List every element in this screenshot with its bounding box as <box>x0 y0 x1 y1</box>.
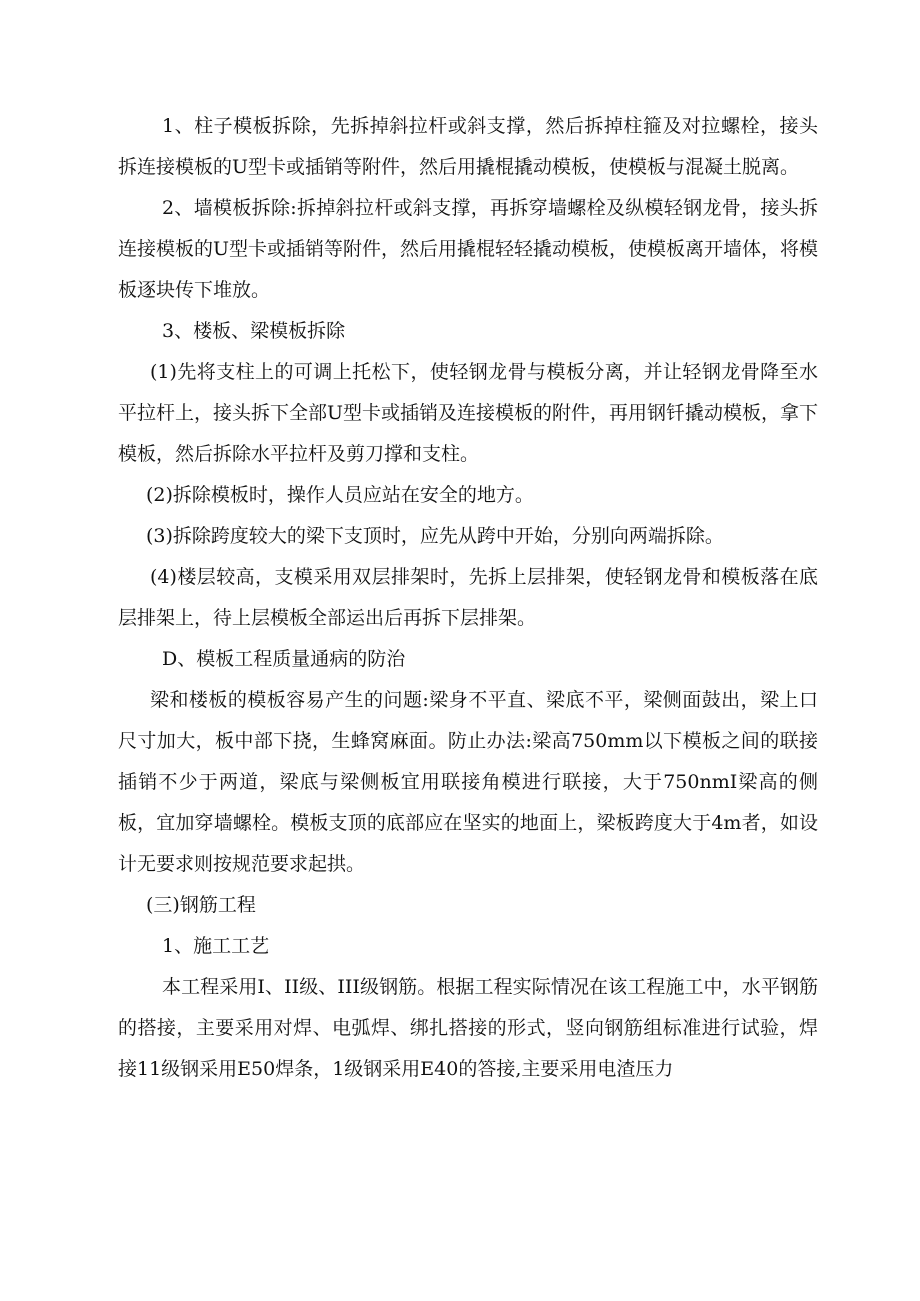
paragraph-wall-formwork-removal: 2、墙模板拆除:拆掉斜拉杆或斜支撑，再拆穿墙螺栓及纵模轻钢龙骨，接头拆连接模板的U型卡或插销等附件，然后用撬棍轻轻撬动模板，使模板离开墙体，将模板逐块传下堆放。 <box>118 197 819 301</box>
paragraph-step-4: (4)楼层较高，支模采用双层排架时，先拆上层排架，使轻钢龙骨和模板落在底层排架上，待上层模板全部运出后再拆下层排架。 <box>118 566 818 629</box>
section-heading-construction-process: 1、施工工艺 <box>162 935 270 957</box>
paragraph-step-3: (3)拆除跨度较大的梁下支顶时，应先从跨中开始，分别向两端拆除。 <box>146 525 724 547</box>
section-heading-rebar-works: (三)钢筋工程 <box>146 894 256 916</box>
section-heading-quality-defects: D、模板工程质量通病的防治 <box>162 648 406 670</box>
paragraph-step-2: (2)拆除模板时，操作人员应站在安全的地方。 <box>146 484 534 506</box>
paragraph-slab-beam-formwork-heading: 3、楼板、梁模板拆除 <box>162 320 346 342</box>
paragraph-column-formwork-removal: 1、柱子模板拆除，先拆掉斜拉杆或斜支撑，然后拆掉柱箍及对拉螺栓，接头拆连接模板的U型卡或插销等附件，然后用撬棍撬动模板，使模板与混凝土脱离。 <box>118 115 818 178</box>
document-body <box>118 106 818 1090</box>
paragraph-quality-defects: 梁和楼板的模板容易产生的问题:梁身不平直、梁底不平，梁侧面鼓出，梁上口尺寸加大，板中部下挠，生蜂窝麻面。防止办法:梁高750mm以下模板之间的联接插销不少于两道，梁底与梁侧板宜用联接角模进行联接，大于750nmI梁高的侧板，宜加穿墙螺栓。模板支顶的底部应在坚实的地面上，梁板跨度大于4m者，如设计无要求则按规范要求起拱。 <box>118 689 818 875</box>
paragraph-step-1: (1)先将支柱上的可调上托松下，使轻钢龙骨与模板分离，并让轻钢龙骨降至水平拉杆上，接头拆下全部U型卡或插销及连接模板的附件，再用钢钎撬动模板，拿下模板，然后拆除水平拉杆及剪刀撑和支柱。 <box>118 361 819 465</box>
paragraph-rebar-process: 本工程采用I、II级、III级钢筋。根据工程实际情况在该工程施工中，水平钢筋的搭接，主要采用对焊、电弧焊、绑扎搭接的形式，竖向钢筋组标准进行试验，焊接11级钢采用E50焊条，1级钢采用E40的答接,主要采用电渣压力 <box>118 976 818 1080</box>
